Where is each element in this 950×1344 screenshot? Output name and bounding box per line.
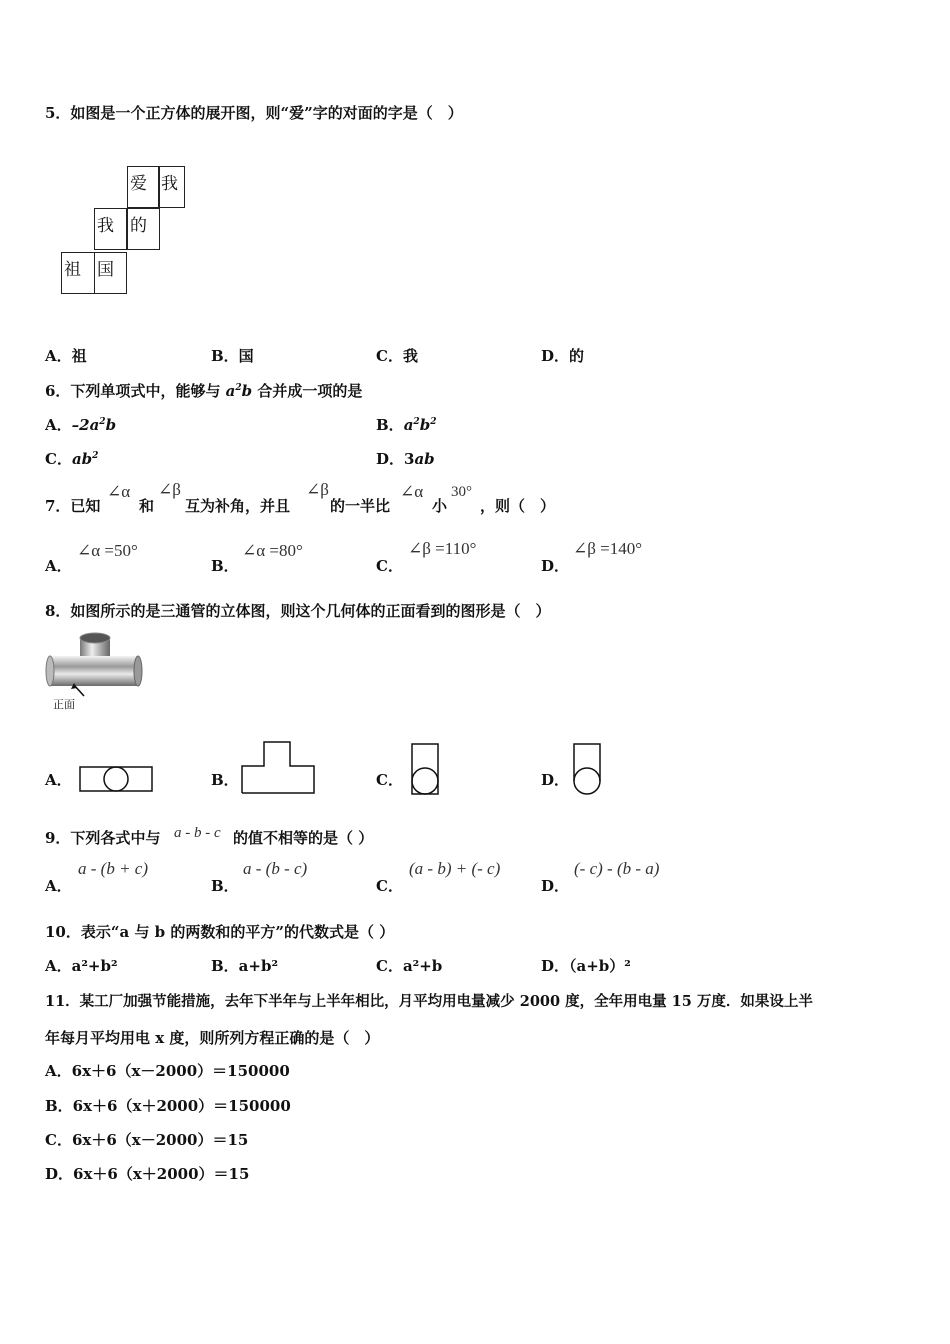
q9-expr: a - b - c bbox=[174, 825, 221, 841]
q5-text: 5．如图是一个正方体的展开图，则“爱”字的对面的字是（ ） bbox=[45, 104, 463, 122]
net-cell-ai: 爱 bbox=[127, 166, 160, 208]
q7-option-b[interactable]: B． bbox=[211, 557, 239, 575]
q7-option-b-math: ∠α =80° bbox=[242, 541, 303, 560]
q7-option-d[interactable]: D． bbox=[541, 557, 570, 575]
q8-option-d-figure bbox=[572, 742, 602, 796]
q11-line-1: 11．某工厂加强节能措施，去年下半年与上半年相比，月平均用电量减少 2000 度，全年用电量 15 万度．如果设上半 bbox=[45, 993, 813, 1010]
q8-option-d[interactable]: D． bbox=[541, 771, 570, 789]
q7-angle-beta: ∠β bbox=[158, 480, 181, 499]
q8-option-b[interactable]: B． bbox=[211, 771, 239, 789]
net-cell-guo: 国 bbox=[94, 252, 127, 294]
q5-option-a[interactable]: A．祖 bbox=[45, 347, 87, 365]
q7-angle-alpha: ∠α bbox=[107, 482, 131, 501]
q6-option-c[interactable]: C．$ab^2$ bbox=[45, 450, 99, 468]
front-label: 正面 bbox=[53, 698, 75, 711]
q10-text: 10．表示“a 与 b 的两数和的平方”的代数式是（ ） bbox=[45, 923, 395, 941]
q7-mid: 互为补角，并且 bbox=[185, 497, 291, 515]
q6-text bbox=[45, 380, 362, 401]
q7-option-c-math: ∠β =110° bbox=[408, 539, 477, 558]
q8-option-b-figure bbox=[240, 740, 316, 795]
q11-option-c[interactable]: C．6x＋6（x－2000）＝15 bbox=[45, 1131, 249, 1149]
q10-option-d[interactable]: D．（a+b）² bbox=[541, 957, 631, 975]
q6-option-d[interactable]: D．3ab bbox=[376, 450, 435, 468]
q8-option-a-figure bbox=[78, 765, 154, 793]
q10-option-b[interactable]: B．a+b² bbox=[211, 957, 279, 975]
q8-option-a[interactable]: A． bbox=[45, 771, 72, 789]
net-cell-zu: 祖 bbox=[61, 252, 95, 294]
q8-text: 8．如图所示的是三通管的立体图，则这个几何体的正面看到的图形是（ ） bbox=[45, 602, 551, 620]
net-cell-wo-2: 我 bbox=[94, 208, 127, 250]
q7-angle-alpha-2: ∠α bbox=[400, 482, 424, 501]
q11-option-d[interactable]: D．6x＋6（x＋2000）＝15 bbox=[45, 1165, 250, 1183]
q9-option-c-math: (a - b) + (- c) bbox=[409, 859, 501, 878]
q7-prefix: 7．已知 bbox=[45, 497, 101, 515]
q9-option-d-math: (- c) - (b - a) bbox=[574, 859, 660, 878]
q7-option-a-math: ∠α =50° bbox=[77, 541, 138, 560]
q6-text-post: 合并成一项的是 bbox=[252, 382, 363, 400]
q7-option-c[interactable]: C． bbox=[376, 557, 403, 575]
q7-and: 和 bbox=[139, 497, 155, 515]
q11-option-a[interactable]: A．6x＋6（x－2000）＝150000 bbox=[45, 1062, 290, 1080]
q9-option-a[interactable]: A． bbox=[45, 877, 72, 895]
q11-line-2: 年每月平均用电 x 度，则所列方程正确的是（ ） bbox=[45, 1029, 380, 1047]
q9-option-b-math: a - (b - c) bbox=[243, 859, 308, 878]
q8-option-c-figure bbox=[410, 742, 440, 796]
q10-option-a[interactable]: A．a²+b² bbox=[45, 957, 118, 975]
q7-tail: ，则（ ） bbox=[480, 497, 556, 515]
q9-option-d[interactable]: D． bbox=[541, 877, 570, 895]
q6-term: $a^2b$ bbox=[225, 382, 253, 400]
q7-degree: 30° bbox=[451, 484, 472, 500]
q5-option-d[interactable]: D．的 bbox=[541, 347, 585, 365]
q6-option-a[interactable]: A．$-2a^2b$ bbox=[45, 416, 117, 434]
net-cell-de: 的 bbox=[127, 208, 160, 250]
q7-angle-beta-2: ∠β bbox=[306, 480, 329, 499]
q7-option-a[interactable]: A． bbox=[45, 557, 72, 575]
q6-option-b-label: B． bbox=[376, 416, 404, 434]
q6-option-a-label: A． bbox=[45, 416, 72, 434]
q5-option-c[interactable]: C．我 bbox=[376, 347, 418, 365]
q9-option-a-math: a - (b + c) bbox=[78, 859, 149, 878]
q11-option-b[interactable]: B．6x＋6（x＋2000）＝150000 bbox=[45, 1097, 291, 1115]
q6-option-c-label: C． bbox=[45, 450, 72, 468]
q10-option-c[interactable]: C．a²+b bbox=[376, 957, 443, 975]
q9-text-pre: 9．下列各式中与 bbox=[45, 829, 161, 847]
net-cell-wo-1: 我 bbox=[158, 166, 185, 208]
q6-option-b[interactable]: B．$a^2b^2$ bbox=[376, 416, 437, 434]
q7-option-d-math: ∠β =140° bbox=[573, 539, 643, 558]
q5-option-b[interactable]: B．国 bbox=[211, 347, 254, 365]
q8-option-c[interactable]: C． bbox=[376, 771, 403, 789]
q6-text-pre: 6．下列单项式中，能够与 bbox=[45, 382, 226, 400]
q7-half: 的一半比 bbox=[330, 497, 391, 515]
q9-text-post: 的值不相等的是（ ） bbox=[233, 829, 374, 847]
q6-option-d-label: D． bbox=[376, 450, 405, 468]
q9-option-c[interactable]: C． bbox=[376, 877, 403, 895]
q7-small: 小 bbox=[432, 497, 448, 515]
q9-option-b[interactable]: B． bbox=[211, 877, 239, 895]
